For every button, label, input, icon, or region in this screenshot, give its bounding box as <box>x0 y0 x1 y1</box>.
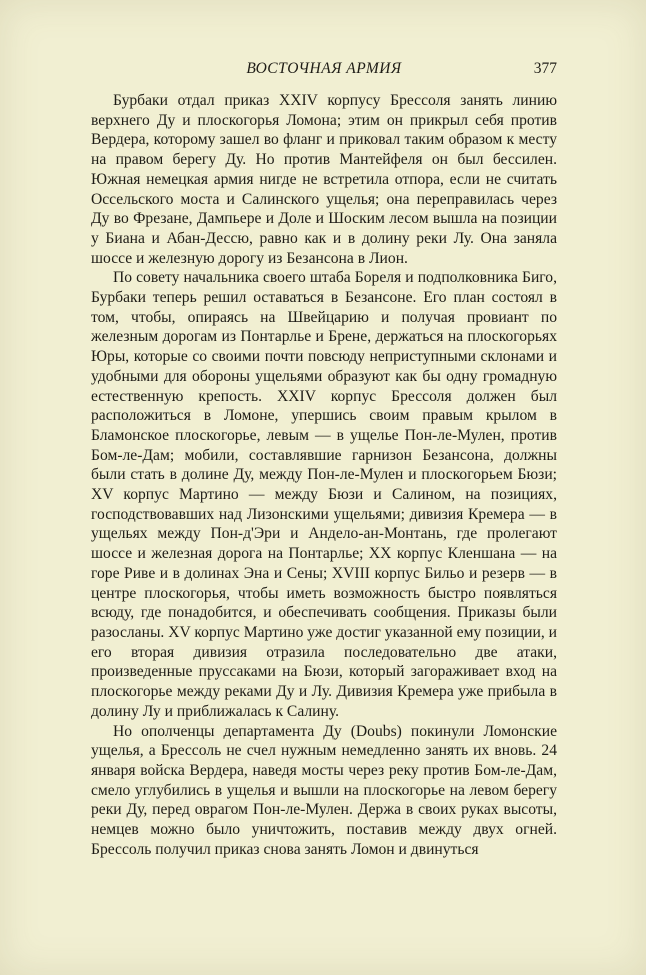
paragraph-1: Бурбаки отдал приказ XXIV корпусу Брессоля занять линию верхнего Ду и плоскогорья Ломона; этим он прикрыл себя против Вердера, которому зашел во фланг и приковал таким образом к месту на правом берегу Ду. Но против Мантейфеля он был бессилен. Южная немецкая армия нигде не встретила отпора, если не считать Оссельского моста и Салинского ущелья; она переправилась через Ду во Фрезане, Дампьере и Доле и Шоским лесом вышла на позиции у Биана и Абан-Дессю, равно как и в долину реки Лу. Она заняла шоссе и железную дорогу из Безансона в Лион. <box>91 92 557 267</box>
paragraph-3: Но ополченцы департамента Ду (Doubs) покинули Ломонские ущелья, а Брессоль не счел нужным немедленно занять их вновь. 24 января войска Вердера, наведя мосты через реку против Бом-ле-Дам, смело углубились в ущелья и вышли на плоскогорье на левом берегу реки Ду, перед оврагом Пон-ле-Мулен. Держа в своих руках высоты, немцев можно было уничтожить, поставив между двух огней. Брессоль получил приказ снова занять Ломон и двинуться <box>91 722 557 858</box>
body-text <box>91 91 557 859</box>
page-header <box>91 60 557 82</box>
paragraph-2: По совету начальника своего штаба Бореля и подполковника Биго, Бурбаки теперь решил оставаться в Безансоне. Его план состоял в том, чтобы, опираясь на Швейцарию и получая провиант по железным дорогам из Понтарлье и Брене, держаться на плоскогорьях Юры, которые со своими почти повсюду неприступными склонами и удобными для обороны ущельями образуют как бы одну громадную естественную крепость. XXIV корпус Брессоля должен был расположиться в Ломоне, упершись своим правым крылом в Бламонское плоскогорье, левым — в ущелье Пон-ле-Мулен, против Бом-ле-Дам; мобили, составлявшие гарнизон Безансона, должны были стать в долине Ду, между Пон-ле-Мулен и плоскогорьем Бюзи; XV корпус Мартино — между Бюзи и Салином, на позициях, господствовавших над Лизонскими ущельями; дивизия Кремера — в ущельях между Пон-д'Эри и Андело-ан-Монтань, где пролегают шоссе и железная дорога на Понтарлье; XX корпус Кленшана — на горе Риве и в долинах Эна и Сены; XVIII корпус Бильо и резерв — в центре плоскогорья, чтобы иметь возможность быстро появляться всюду, где понадобится, и обеспечивать сообщения. Приказы были разосланы. XV корпус Мартино уже достиг указанной ему позиции, и его вторая дивизия отразила последовательно две атаки, произведенные пруссаками на Бюзи, который загораживает вход на плоскогорье между реками Ду и Лу. Дивизия Кремера уже прибыла в долину Лу и приближалась к Салину. <box>91 269 557 720</box>
page-number: 377 <box>533 60 557 77</box>
running-title: ВОСТОЧНАЯ АРМИЯ <box>246 60 402 77</box>
